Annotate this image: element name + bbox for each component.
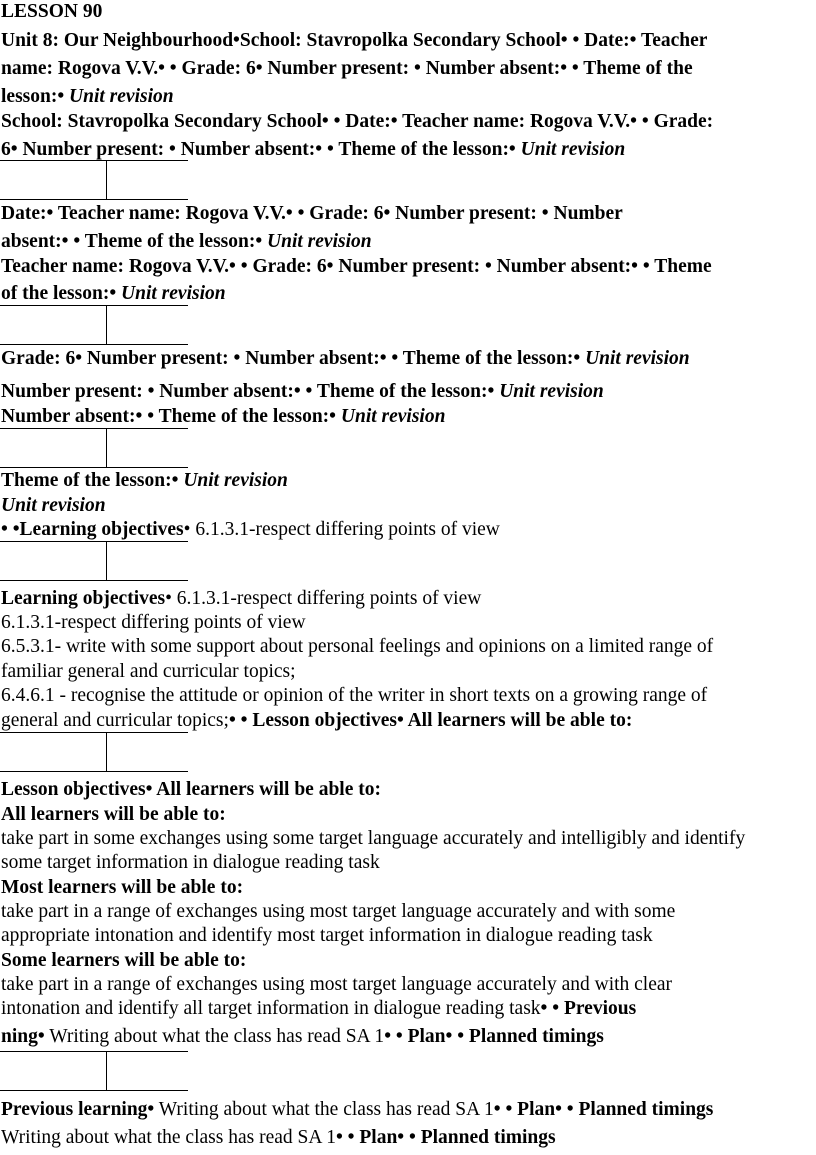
header-line: Theme of the lesson:• Unit revision [1, 470, 288, 491]
objective-text: take part in a range of exchanges using most target language accurately and with clear [1, 974, 673, 995]
previous-learning-line: Previous learning• Writing about what the class has read SA 1• • Plan• • Planned timings [1, 1099, 714, 1120]
some-learners-heading: Some learners will be able to: [1, 950, 247, 971]
previous-learning-line: ning• Writing about what the class has read SA 1• • Plan• • Planned timings [1, 1026, 604, 1047]
header-line: School: Stavropolka Secondary School• • Date:• Teacher name: Rogova V.V.• • Grade: [1, 111, 714, 132]
theme-value: Unit revision [585, 348, 690, 369]
theme-value: Unit revision [499, 381, 604, 402]
table-cell-border [0, 1051, 188, 1091]
previous-learning-line: Writing about what the class has read SA 1• • Plan• • Planned timings [1, 1127, 556, 1148]
header-line: absent:• • Theme of the lesson:• Unit revision [1, 231, 372, 252]
all-learners-heading: All learners will be able to: [1, 804, 226, 825]
theme-value: Unit revision [183, 470, 288, 491]
table-cell-border [0, 160, 188, 200]
learning-objectives-line: • •Learning objectives• 6.1.3.1-respect differing points of view [1, 519, 500, 540]
theme-value: Unit revision [69, 86, 174, 107]
objective-text: some target information in dialogue reading task [1, 852, 380, 873]
objective-item: general and curricular topics;• • Lesson objectives• All learners will be able to: [1, 710, 633, 731]
table-cell-border [0, 541, 188, 581]
header-line: Date:• Teacher name: Rogova V.V.• • Grade: 6• Number present: • Number [1, 203, 623, 224]
theme-value: Unit revision [121, 283, 226, 304]
table-cell-border [0, 732, 188, 772]
objective-text: take part in a range of exchanges using most target language accurately and with some [1, 901, 676, 922]
most-learners-heading: Most learners will be able to: [1, 877, 244, 898]
objective-item: 6.5.3.1- write with some support about personal feelings and opinions on a limited range of [1, 636, 714, 657]
objective-item: familiar general and curricular topics; [1, 661, 296, 682]
header-line: 6• Number present: • Number absent:• • Theme of the lesson:• Unit revision [1, 139, 626, 160]
theme-value: Unit revision [267, 231, 372, 252]
theme-value: Unit revision [340, 406, 446, 427]
theme-value: Unit revision [520, 139, 626, 160]
header-line: Teacher name: Rogova V.V.• • Grade: 6• Number present: • Number absent:• • Theme [1, 256, 712, 277]
header-line: Number absent:• • Theme of the lesson:• Unit revision [1, 406, 446, 427]
header-line: Number present: • Number absent:• • Theme of the lesson:• Unit revision [1, 381, 604, 402]
lesson-objectives-heading: Lesson objectives• All learners will be able to: [1, 779, 381, 800]
lesson-number: LESSON 90 [1, 1, 103, 22]
header-line: name: Rogova V.V.• • Grade: 6• Number present: • Number absent:• • Theme of the [1, 58, 693, 79]
header-line: of the lesson:• Unit revision [1, 283, 226, 304]
objective-item: 6.4.6.1 - recognise the attitude or opinion of the writer in short texts on a growing range of [1, 685, 708, 706]
learning-objectives-line: Learning objectives• 6.1.3.1-respect differing points of view [1, 588, 482, 609]
header-line: Unit 8: Our Neighbourhood•School: Stavropolka Secondary School• • Date:• Teacher [1, 30, 708, 51]
header-line: lesson:• Unit revision [1, 86, 174, 107]
header-line: Grade: 6• Number present: • Number absent:• • Theme of the lesson:• Unit revision [1, 348, 690, 369]
objective-item: 6.1.3.1-respect differing points of view [1, 612, 306, 633]
objective-text: appropriate intonation and identify most target information in dialogue reading task [1, 925, 653, 946]
objective-text: intonation and identify all target information in dialogue reading task• • Previous [1, 998, 637, 1019]
objective-text: take part in some exchanges using some target language accurately and intelligibly and identify [1, 828, 746, 849]
table-cell-border [0, 305, 188, 345]
table-cell-border [0, 428, 188, 468]
theme-value: Unit revision [1, 495, 106, 516]
